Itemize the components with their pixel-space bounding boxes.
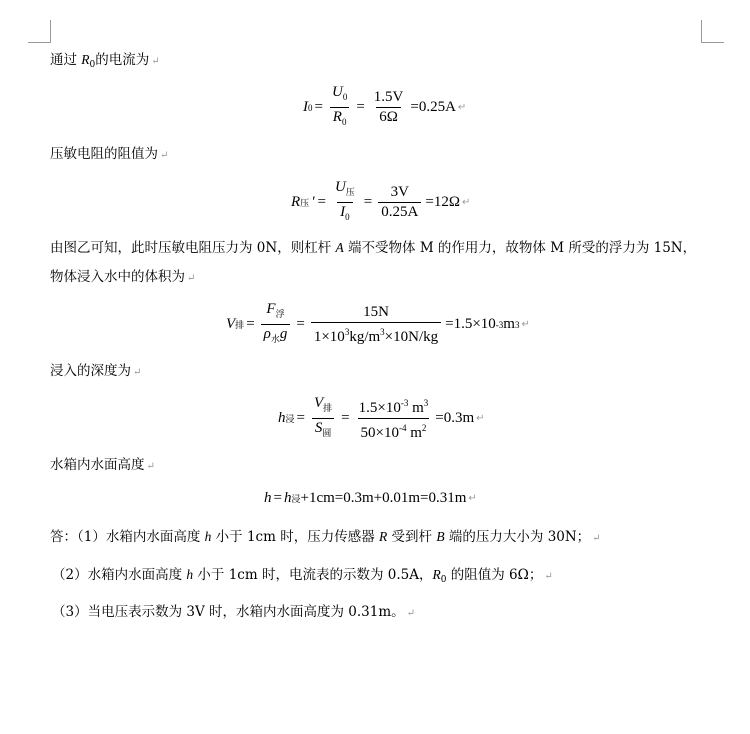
frac-num-unit: m — [408, 400, 424, 416]
frac-num-a: 1.5×10 — [358, 400, 401, 416]
eq-h-sub: 浸 — [291, 494, 301, 504]
text-part: 浸入的深度为 — [50, 363, 131, 379]
eq-h: h — [283, 490, 292, 506]
paragraph-mark-icon: ↵ — [187, 273, 196, 284]
text-part: 由图乙可知，此时压敏电阻压力为 0N，则杠杆 — [50, 240, 336, 256]
frac-den-c: ×10N/kg — [384, 328, 439, 345]
frac-den-rho: ρ — [263, 326, 271, 342]
text-part: 压敏电阻的阻值为 — [50, 146, 158, 162]
text-resistance-of-sensor — [50, 145, 168, 165]
frac-den: S — [314, 420, 323, 436]
frac-den: 6Ω — [376, 107, 401, 126]
text-part: 小于 1cm 时，压力传感器 — [211, 529, 380, 545]
paragraph-mark-icon: ↵ — [146, 461, 155, 472]
frac-den: 0.25A — [378, 202, 421, 221]
frac-den-sub: 0 — [345, 212, 350, 222]
text-part: 小于 1cm 时，电流表的示数为 0.5A， — [193, 567, 433, 583]
equation-water-level — [264, 490, 477, 507]
fraction-u0-r0 — [329, 84, 350, 131]
var-h: h — [204, 529, 212, 544]
eq-lhs-sub: 浸 — [285, 414, 295, 424]
frac-num-exp2: 3 — [423, 398, 429, 408]
paragraph-mark-icon: ↵ — [476, 413, 485, 424]
eq-prime: ′ — [312, 194, 316, 210]
paragraph-mark-icon: ↵ — [544, 571, 553, 582]
paragraph-mark-icon: ↵ — [406, 608, 416, 619]
frac-num: F — [266, 301, 276, 317]
eq-lhs-sub: 排 — [235, 320, 245, 330]
eq-lhs: h — [278, 410, 286, 426]
fraction-values — [378, 184, 421, 221]
frac-num: V — [313, 395, 324, 411]
equation-volume: V 排 = $\frac{F_浮}{\rho_水g}$ = $\frac{15N}{1\times 10^3kg/m^3\times 10N/kg}$ =1.5×10 -3 m 3 ↵ — [226, 301, 530, 348]
text-water-level — [50, 456, 155, 476]
frac-den-unit: m — [406, 425, 422, 441]
frac-num-sub: 0 — [342, 92, 348, 102]
paragraph-mark-icon: ↵ — [468, 493, 477, 504]
eq-result: =0.25A — [410, 99, 456, 115]
frac-num: 3V — [390, 184, 409, 200]
frac-num: 1.5V — [373, 89, 404, 105]
text-part: （3）当电压表示数为 3V 时，水箱内水面高度为 0.31m。 — [52, 604, 405, 620]
text-part: 端的压力大小为 30N； — [444, 529, 591, 545]
var-sub: 0 — [89, 60, 96, 70]
text-volume-immersed — [50, 268, 195, 288]
var-a: A — [335, 240, 344, 255]
eq-result: =12Ω — [425, 194, 460, 210]
text-current-through-r0 — [50, 51, 160, 74]
eq-sign: = — [273, 490, 282, 506]
frac-num-exp: -3 — [400, 398, 409, 408]
eq-result: =0.3m — [435, 410, 475, 426]
frac-num: 15N — [363, 303, 389, 320]
answer-3 — [52, 603, 415, 623]
frac-num-sub: 排 — [323, 403, 333, 413]
text-immersion-depth — [50, 362, 141, 382]
crop-mark-top-left — [28, 20, 51, 43]
eq-lhs: R — [291, 194, 301, 210]
text-part: 物体浸入水中的体积为 — [50, 269, 185, 285]
var-r: R — [81, 52, 90, 67]
frac-den-exp: -4 — [398, 423, 407, 433]
paragraph-mark-icon: ↵ — [592, 533, 601, 544]
eq-lhs: I — [303, 99, 308, 115]
var-r: R — [432, 567, 441, 582]
text-part: 答：（1）水箱内水面高度 — [50, 529, 205, 545]
frac-den-sub: 圆 — [322, 428, 332, 438]
frac-den: I — [340, 204, 346, 220]
frac-den: R — [332, 109, 342, 125]
eq-rest: +1cm=0.3m+0.01m=0.31m — [300, 490, 467, 506]
crop-mark-top-right — [701, 20, 724, 43]
text-part: （2）水箱内水面高度 — [52, 567, 187, 583]
frac-den-sub: 0 — [341, 117, 347, 127]
equation-resistance: R 压 ′ = $\frac{U_压}{I_0}$ = $\frac{3V}{0.25A}$ =12Ω ↵ — [291, 179, 470, 226]
eq-lhs: V — [226, 316, 236, 332]
frac-den-exp2: 3 — [380, 326, 385, 337]
eq-result-unit: m — [503, 316, 515, 332]
text-from-graph — [50, 239, 696, 257]
equation-current: I 0 = $\frac{U_0}{R_0}$ = $\frac{1.5V}{6\Omega}$ =0.25A ↵ — [303, 84, 466, 131]
frac-num-sub: 浮 — [275, 309, 285, 319]
frac-num-sub: 压 — [345, 187, 355, 197]
frac-num: U — [334, 179, 346, 195]
eq-lhs: h — [264, 490, 272, 506]
frac-den-g: g — [279, 326, 288, 342]
equation-depth: h 浸 = $\frac{V_排}{S_圆}$ = $\frac{1.5\times 10^{-3} m^3}{50\times 10^{-4} m^2}$ =0.3m ↵ — [278, 395, 485, 441]
text-part: 的电流为 — [95, 52, 150, 68]
fraction-f-rho-g — [261, 301, 291, 348]
paragraph-mark-icon: ↵ — [457, 102, 467, 113]
text-part: 水箱内水面高度 — [50, 457, 145, 473]
var-b: B — [436, 529, 445, 544]
fraction-values — [371, 89, 407, 126]
answer-2 — [52, 566, 553, 589]
frac-den-a: 1×10 — [313, 328, 345, 345]
frac-num: U — [331, 84, 343, 100]
paragraph-mark-icon: ↵ — [461, 197, 471, 208]
text-part: 通过 — [50, 52, 82, 68]
answer-1 — [50, 528, 601, 548]
frac-den-exp2: 2 — [421, 423, 427, 433]
text-part: 受到杆 — [387, 529, 437, 545]
eq-lhs-sub: 0 — [308, 102, 313, 113]
fraction-values — [356, 395, 432, 442]
frac-den-exp: 3 — [344, 326, 350, 337]
fraction-v-s — [311, 395, 335, 442]
paragraph-mark-icon: ↵ — [160, 150, 169, 161]
frac-den-b: kg/m — [349, 328, 381, 345]
var-h: h — [186, 567, 194, 582]
fraction-u-i — [332, 179, 358, 226]
eq-result: =1.5×10 — [445, 316, 496, 332]
paragraph-mark-icon: ↵ — [133, 367, 142, 378]
text-part: 端不受物体 M 的作用力，故物体 M 所受的浮力为 15N， — [343, 240, 697, 256]
eq-result-exp2: 3 — [514, 319, 520, 330]
paragraph-mark-icon: ↵ — [151, 56, 160, 67]
frac-den-a: 50×10 — [360, 425, 399, 441]
text-part: 的阻值为 6Ω； — [446, 567, 543, 583]
var-r: R — [379, 529, 388, 544]
var-sub: 0 — [440, 575, 447, 585]
eq-result-exp: -3 — [495, 319, 504, 330]
fraction-values — [311, 304, 441, 346]
frac-den-sub: 水 — [270, 334, 280, 344]
paragraph-mark-icon: ↵ — [521, 319, 530, 330]
eq-lhs-sub: 压 — [300, 198, 310, 208]
